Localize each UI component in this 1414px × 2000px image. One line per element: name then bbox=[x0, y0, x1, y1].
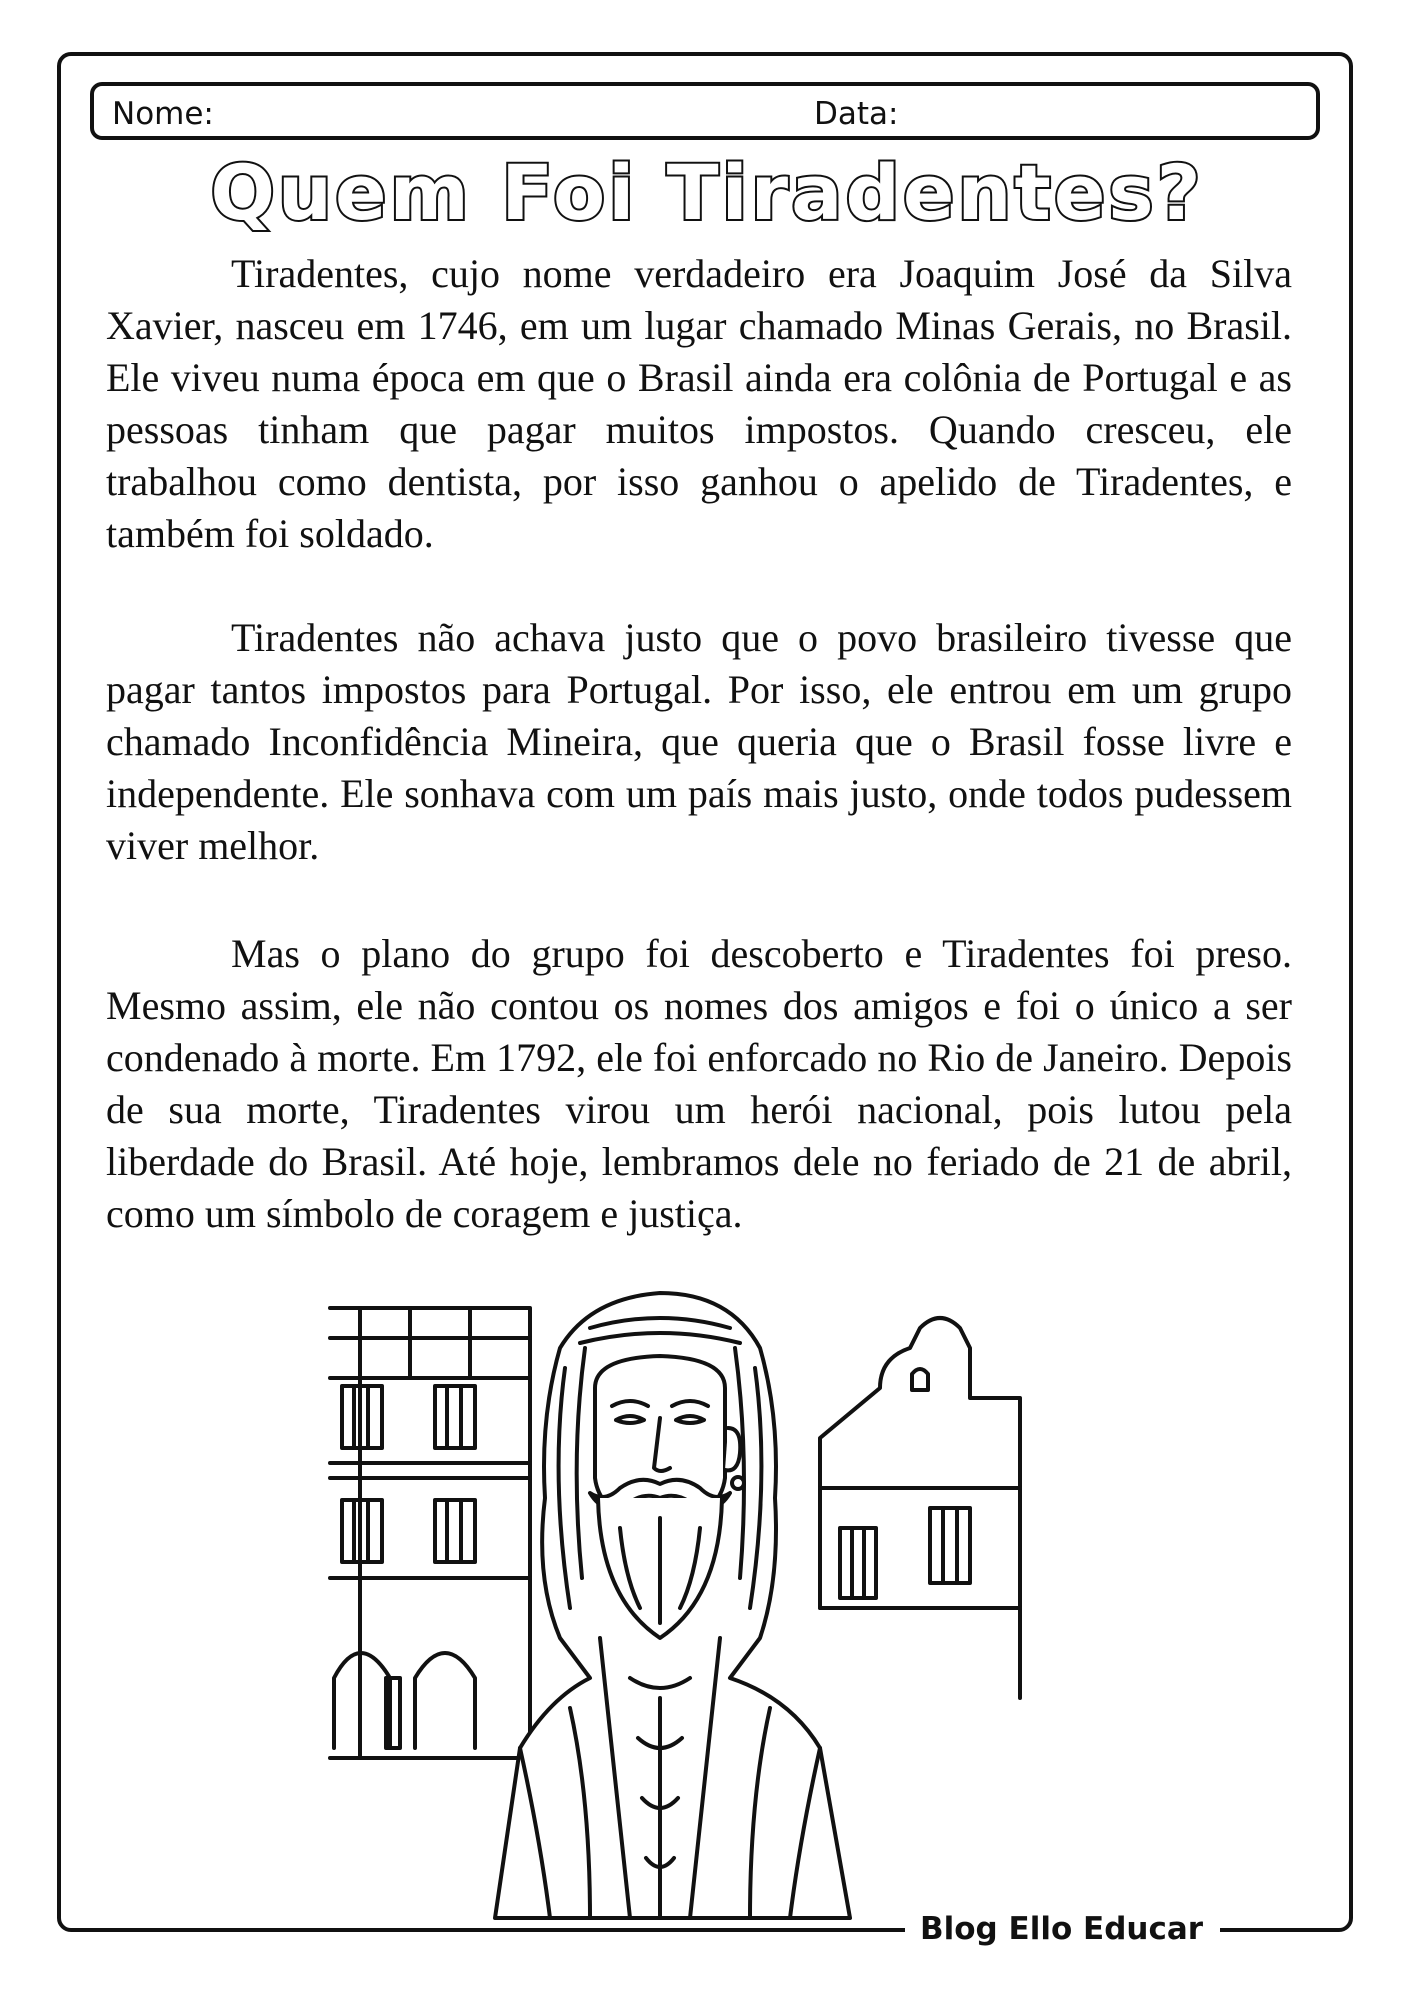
date-label: Data: bbox=[814, 96, 899, 132]
paragraph-1: Tiradentes, cujo nome verdadeiro era Joaquim José da Silva Xavier, nasceu em 1746, em um lugar chamado Minas Gerais, no Brasil. Ele viveu numa época em que o Brasil ainda era colônia de Portugal e as pessoas tinham que pagar muitos impostos. Quando cresceu, ele trabalhou como dentista, por isso ganhou o apelido de Tiradentes, e também foi soldado. bbox=[106, 251, 1292, 556]
figure bbox=[495, 1293, 850, 1918]
paragraph-3: Mas o plano do grupo foi descoberto e Tiradentes foi preso. Mesmo assim, ele não contou os nomes dos amigos e foi o único a ser condenado à morte. Em 1792, ele foi enforcado no Rio de Janeiro. Depois de sua morte, Tiradentes virou um herói nacional, pois lutou pela liberdade do Brasil. Até hoje, lembramos dele no feriado de 21 de abril, como um símbolo de coragem e justiça. bbox=[106, 931, 1292, 1236]
left-building bbox=[330, 1308, 530, 1758]
paragraph-2: Tiradentes não achava justo que o povo brasileiro tivesse que pagar tantos impostos para Portugal. Por isso, ele entrou em um grupo chamado Inconfidência Mineira, que queria que o Brasil fosse livre e independente. Ele sonhava com um país mais justo, onde todos pudessem viver melhor. bbox=[106, 615, 1292, 868]
worksheet-title: Quem Foi Tiradentes? bbox=[210, 148, 1204, 237]
footer-brand: Blog Ello Educar bbox=[920, 1911, 1204, 1947]
tiradentes-coloring-illustration bbox=[320, 1278, 1040, 1928]
student-info-box bbox=[90, 82, 1320, 140]
right-building bbox=[820, 1318, 1020, 1698]
name-label: Nome: bbox=[112, 96, 214, 132]
